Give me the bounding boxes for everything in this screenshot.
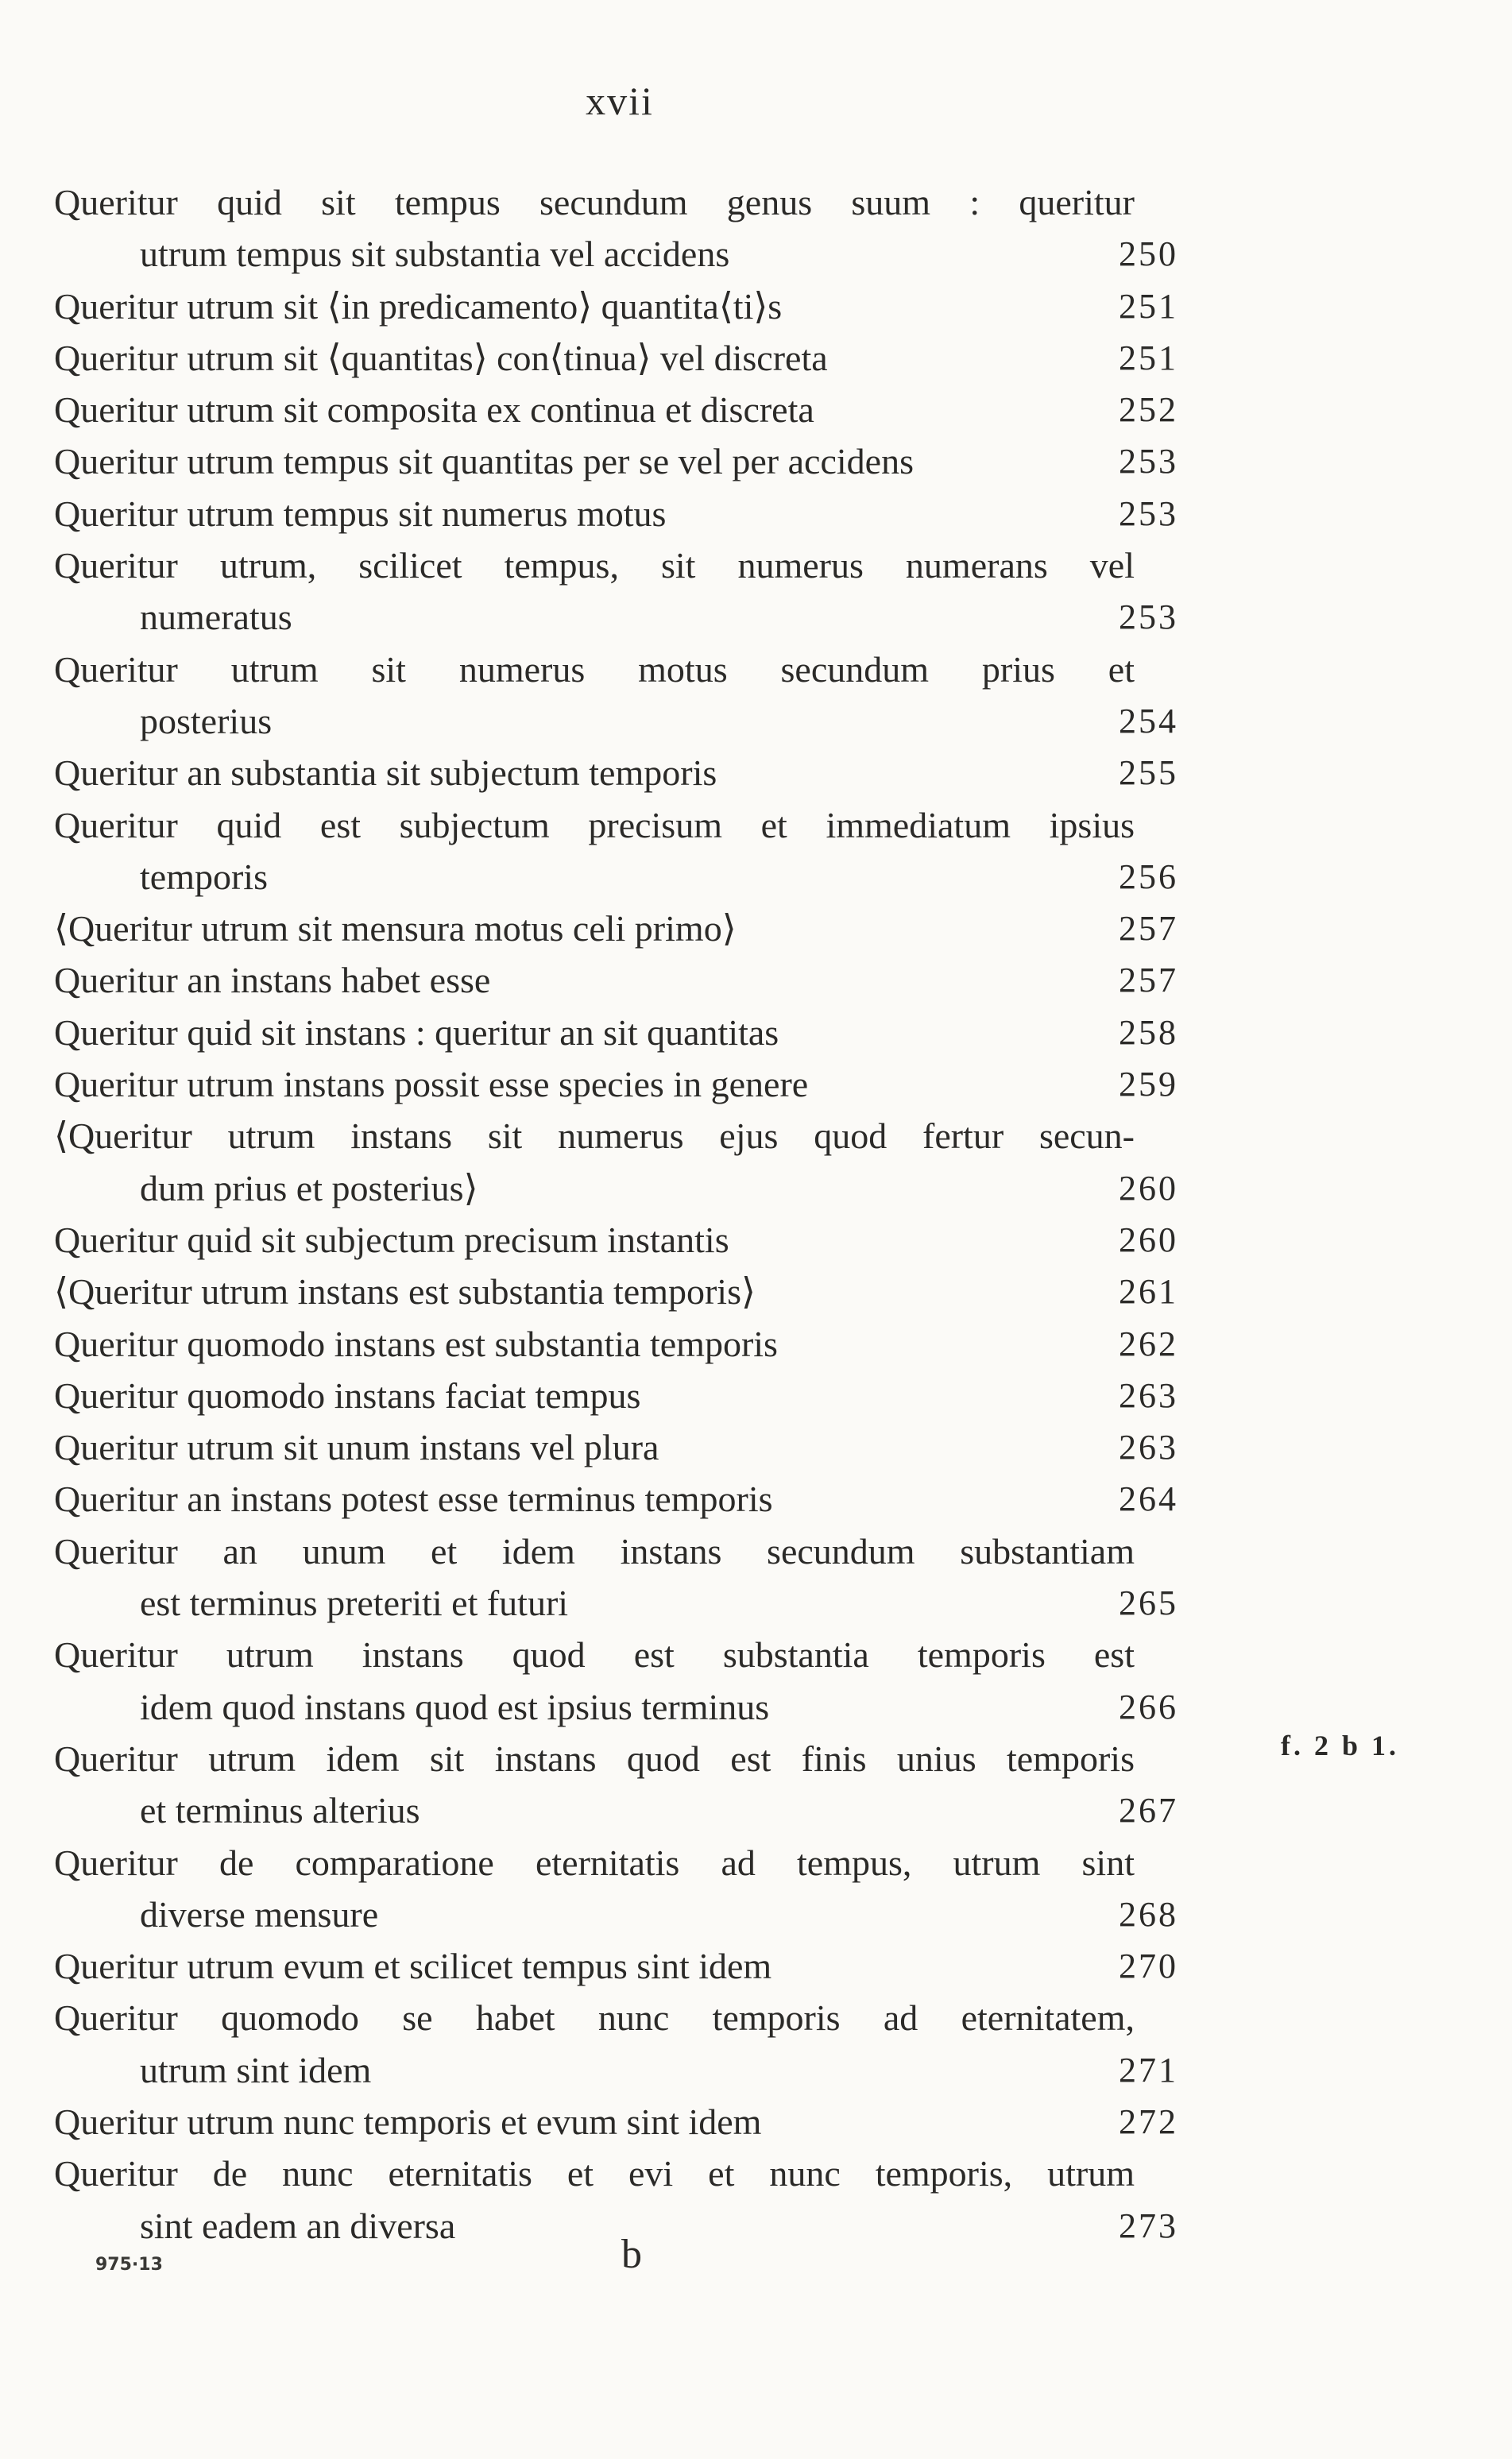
entry-page-number: 256 <box>1119 856 1178 896</box>
toc-entry <box>54 488 1222 539</box>
entry-text: Queritur utrum sit unum instans vel plura <box>54 1427 659 1468</box>
entry-text: Queritur quid sit subjectum precisum instantis <box>54 1219 729 1260</box>
toc-entry <box>54 1733 1222 1837</box>
entry-page-number: 262 <box>1119 1324 1178 1363</box>
table-of-contents <box>54 176 1222 2252</box>
entry-text-continued: et terminus alterius <box>140 1790 420 1831</box>
margin-note: f. 2 b 1. <box>1281 1730 1400 1761</box>
entry-text: Queritur an instans potest esse terminus temporis <box>54 1479 773 1520</box>
toc-entry <box>54 799 1222 903</box>
toc-entry <box>54 384 1222 435</box>
toc-entry <box>54 1266 1222 1317</box>
entry-text-continued: est terminus preteriti et futuri <box>140 1583 569 1624</box>
entry-text: Queritur utrum sit ⟨in predicamento⟩ quantita⟨ti⟩s <box>54 285 783 327</box>
entry-page-number: 257 <box>1119 909 1178 949</box>
toc-entry <box>54 747 1222 798</box>
entry-text: Queritur utrum nunc temporis et evum sint idem <box>54 2101 762 2142</box>
toc-entry <box>54 176 1222 280</box>
entry-page-number: 253 <box>1119 597 1178 637</box>
toc-entry <box>54 1473 1222 1525</box>
entry-text: Queritur utrum sit numerus motus secundum prius et <box>54 648 1135 690</box>
toc-entry <box>54 332 1222 384</box>
entry-text: Queritur utrum instans quod est substantia temporis est <box>54 1634 1135 1676</box>
entry-text: Queritur utrum evum et scilicet tempus sint idem <box>54 1946 772 1987</box>
toc-entry <box>54 1214 1222 1266</box>
entry-text-continued: idem quod instans quod est ipsius terminus <box>140 1686 770 1727</box>
entry-page-number: 251 <box>1119 286 1178 326</box>
entry-text: Queritur de nunc eternitatis et evi et nunc temporis, utrum <box>54 2153 1135 2194</box>
entry-text: Queritur an unum et idem instans secundum substantiam <box>54 1530 1135 1572</box>
toc-entry <box>54 2096 1222 2148</box>
entry-page-number: 258 <box>1119 1012 1178 1052</box>
toc-entry <box>54 435 1222 487</box>
entry-page-number: 259 <box>1119 1065 1178 1104</box>
entry-text: Queritur quid sit instans : queritur an sit quantitas <box>54 1011 779 1053</box>
entry-text: Queritur an instans habet esse <box>54 960 491 1001</box>
toc-entry <box>54 1007 1222 1058</box>
entry-page-number: 272 <box>1119 2101 1178 2141</box>
toc-entry <box>54 1837 1222 1941</box>
toc-entry <box>54 1992 1222 2096</box>
entry-text: ⟨Queritur utrum sit mensura motus celi primo⟩ <box>54 908 737 949</box>
entry-page-number: 252 <box>1119 390 1178 430</box>
entry-text: Queritur an substantia sit subjectum temporis <box>54 752 717 794</box>
entry-page-number: 267 <box>1119 1791 1178 1831</box>
entry-text: ⟨Queritur utrum instans est substantia temporis⟩ <box>54 1271 756 1313</box>
entry-text: Queritur utrum instans possit esse species in genere <box>54 1064 809 1105</box>
entry-page-number: 251 <box>1119 338 1178 377</box>
entry-text: Queritur quomodo se habet nunc temporis ad eternitatem, <box>54 1997 1135 2039</box>
entry-page-number: 257 <box>1119 961 1178 1000</box>
entry-page-number: 261 <box>1119 1272 1178 1312</box>
entry-text: Queritur utrum sit composita ex continua et discreta <box>54 389 814 431</box>
entry-page-number: 260 <box>1119 1168 1178 1208</box>
entry-text-continued: diverse mensure <box>140 1893 379 1935</box>
entry-text: ⟨Queritur utrum instans sit numerus ejus quod fertur secun- <box>54 1115 1135 1157</box>
page-number: xvii <box>586 79 654 123</box>
entry-page-number: 268 <box>1119 1894 1178 1934</box>
entry-text-continued: posterius <box>140 700 273 741</box>
entry-page-number: 255 <box>1119 753 1178 793</box>
toc-entry <box>54 1318 1222 1370</box>
toc-entry <box>54 903 1222 954</box>
entry-text: Queritur utrum, scilicet tempus, sit numerus numerans vel <box>54 545 1135 586</box>
entry-page-number: 264 <box>1119 1479 1178 1519</box>
toc-entry <box>54 1110 1222 1214</box>
entry-page-number: 266 <box>1119 1687 1178 1726</box>
entry-page-number: 271 <box>1119 2050 1178 2090</box>
entry-text-continued: numeratus <box>140 597 292 638</box>
entry-text: Queritur utrum tempus sit quantitas per se vel per accidens <box>54 441 914 482</box>
footer-letter: b <box>621 2232 642 2277</box>
entry-text: Queritur quid sit tempus secundum genus suum : queritur <box>54 182 1135 222</box>
entry-page-number: 263 <box>1119 1428 1178 1467</box>
entry-page-number: 263 <box>1119 1375 1178 1415</box>
entry-text-continued: sint eadem an diversa <box>140 2205 456 2246</box>
toc-entry <box>54 280 1222 332</box>
toc-entry <box>54 1940 1222 1992</box>
entry-page-number: 270 <box>1119 1947 1178 1986</box>
footer-signature: 975·13 <box>95 2255 163 2275</box>
entry-page-number: 273 <box>1119 2206 1178 2245</box>
toc-entry <box>54 1421 1222 1473</box>
toc-entry <box>54 1525 1222 1630</box>
toc-entry <box>54 1058 1222 1110</box>
entry-page-number: 254 <box>1119 701 1178 740</box>
entry-text: Queritur utrum idem sit instans quod est finis unius temporis <box>54 1738 1135 1779</box>
entry-page-number: 260 <box>1119 1220 1178 1259</box>
entry-page-number: 253 <box>1119 442 1178 481</box>
toc-entry <box>54 1629 1222 1733</box>
entry-page-number: 265 <box>1119 1583 1178 1623</box>
entry-text-continued: utrum sint idem <box>140 2049 372 2090</box>
entry-text: Queritur quid est subjectum precisum et immediatum ipsius <box>54 804 1135 845</box>
entry-page-number: 250 <box>1119 234 1178 274</box>
entry-page-number: 253 <box>1119 493 1178 533</box>
entry-text: Queritur quomodo instans faciat tempus <box>54 1374 641 1416</box>
entry-text: Queritur quomodo instans est substantia temporis <box>54 1323 778 1364</box>
entry-text-continued: dum prius et posterius⟩ <box>140 1167 478 1208</box>
entry-text: Queritur utrum sit ⟨quantitas⟩ con⟨tinua⟩ vel discreta <box>54 337 828 378</box>
entry-text: Queritur de comparatione eternitatis ad tempus, utrum sint <box>54 1842 1135 1883</box>
entry-text: Queritur utrum tempus sit numerus motus <box>54 493 667 534</box>
toc-entry <box>54 644 1222 748</box>
entry-text-continued: temporis <box>140 856 268 897</box>
entry-text-continued: utrum tempus sit substantia vel accidens <box>140 234 730 275</box>
toc-entry <box>54 954 1222 1006</box>
toc-entry <box>54 539 1222 644</box>
toc-entry <box>54 1370 1222 1421</box>
